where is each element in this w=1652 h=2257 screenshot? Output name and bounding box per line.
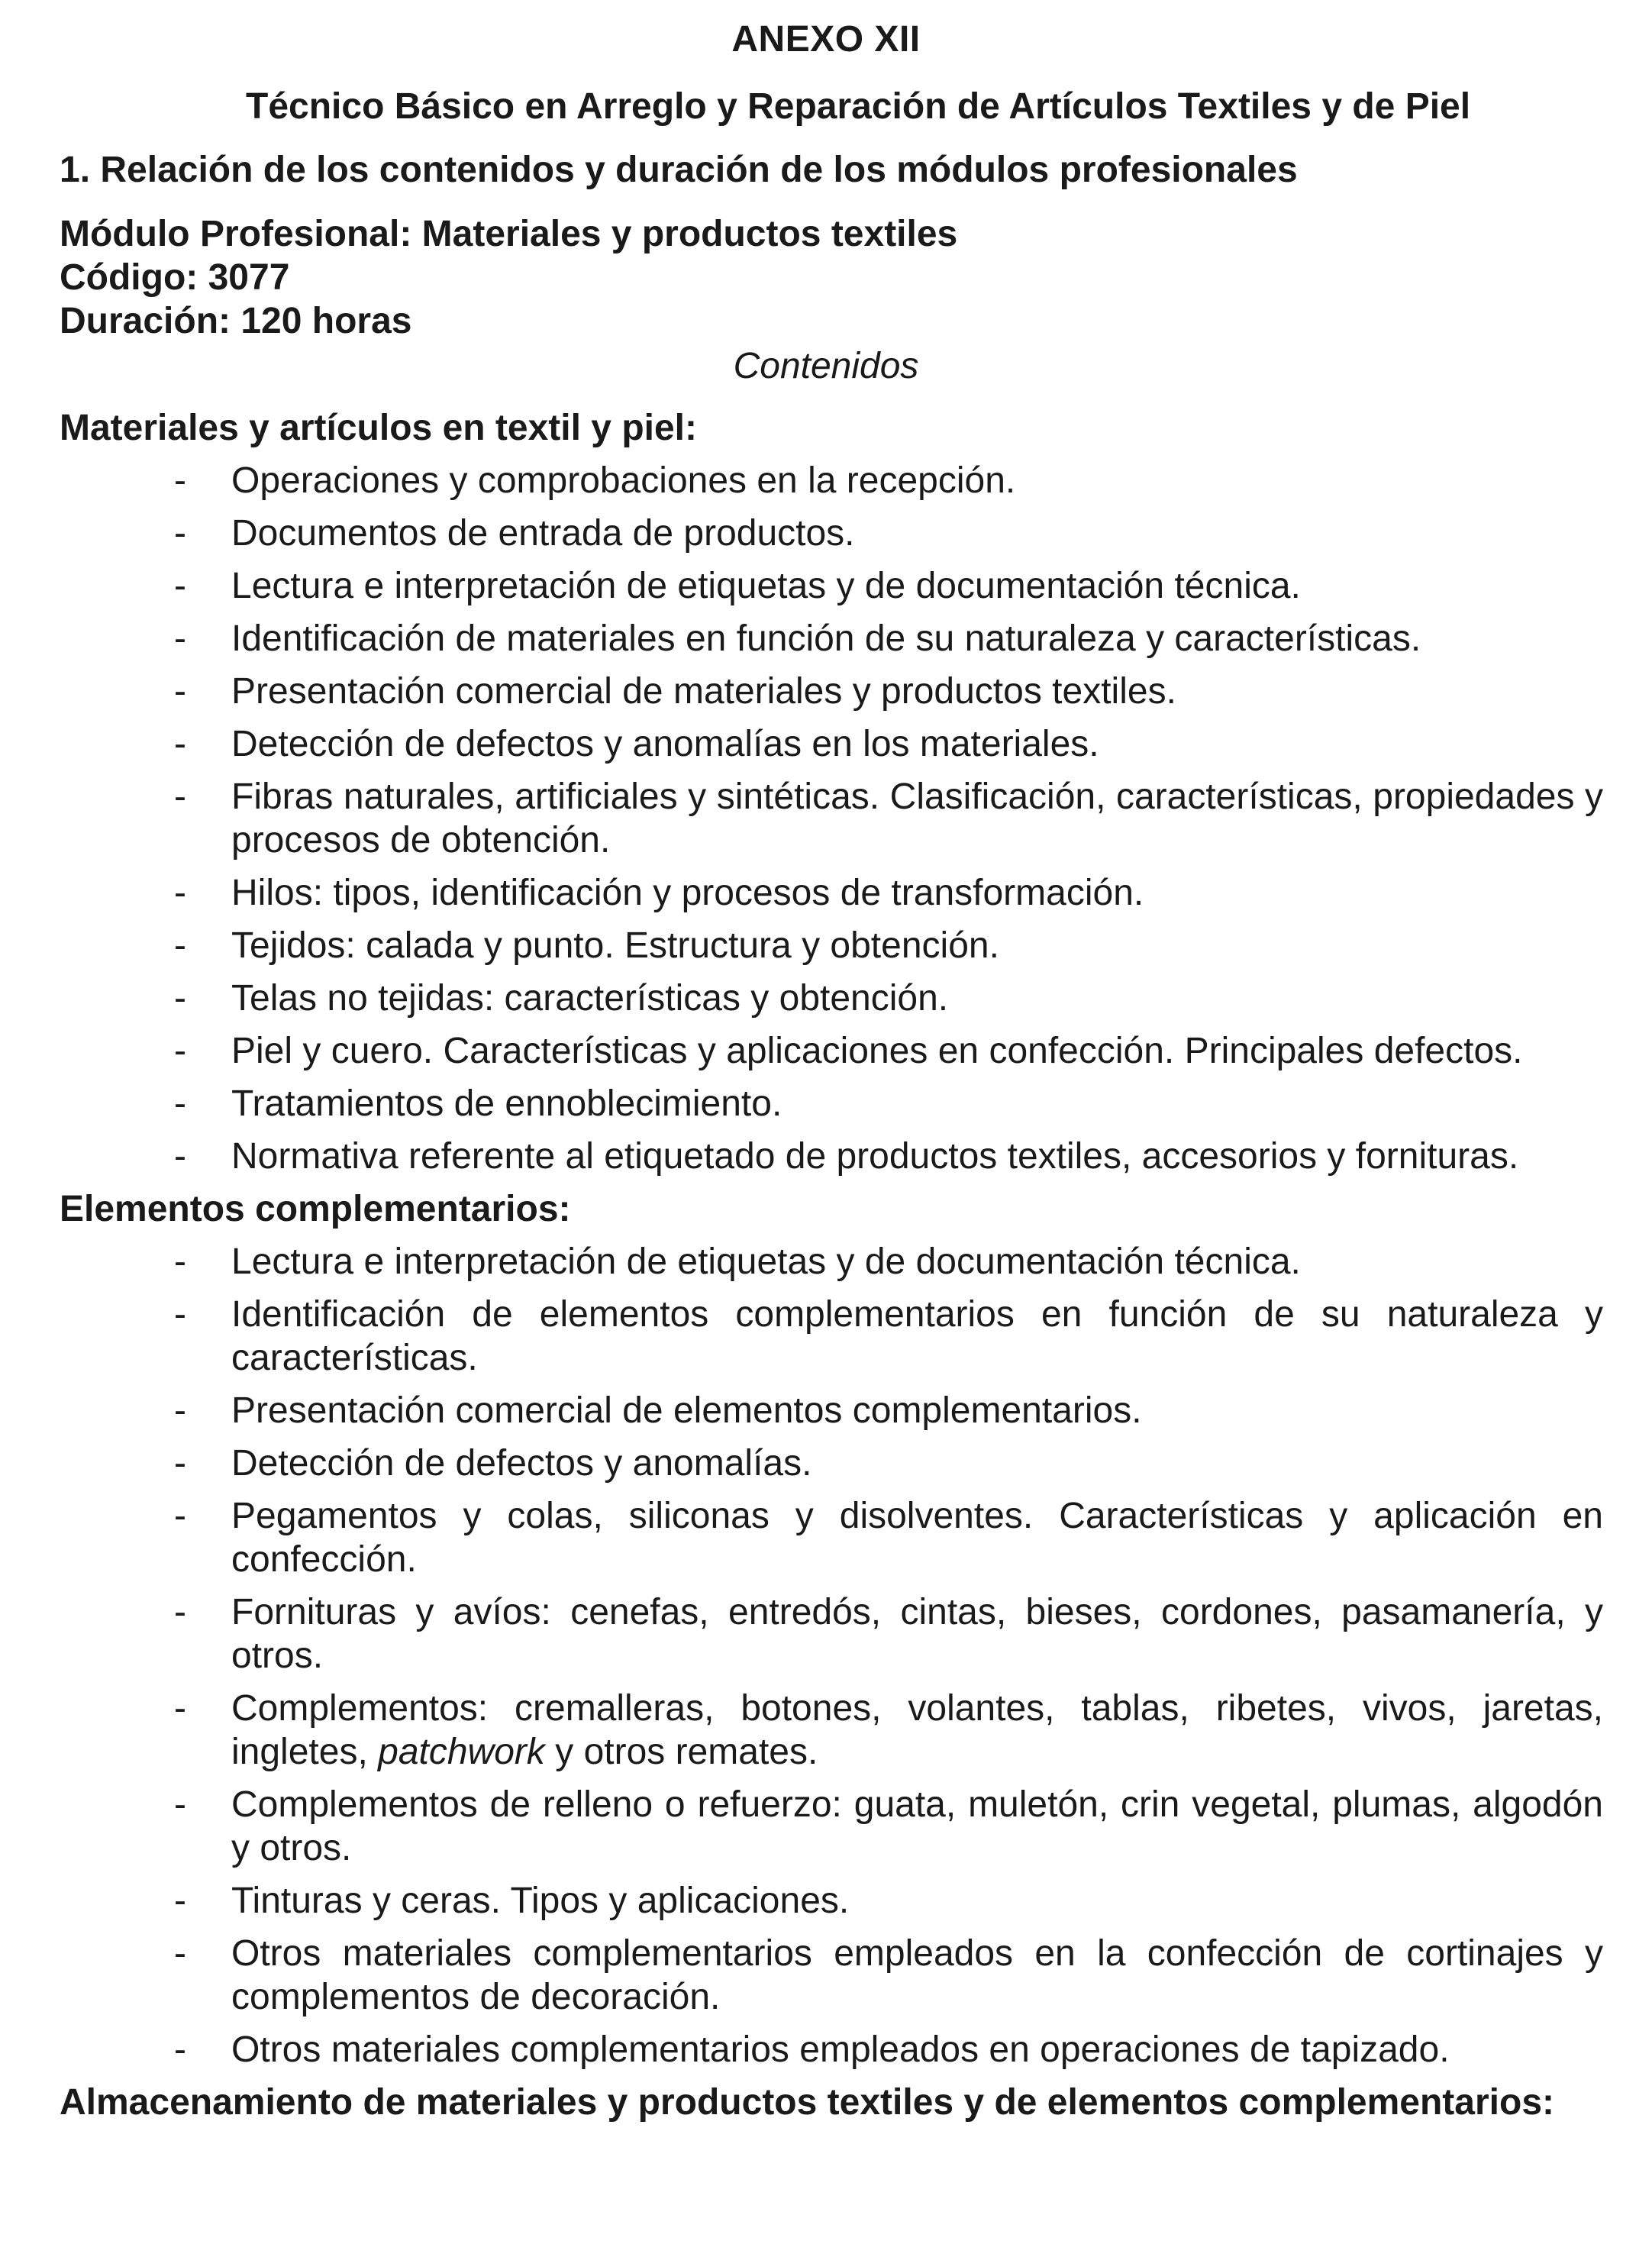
- list-item: [60, 924, 1603, 967]
- list-item-text: Operaciones y comprobaciones en la recepción.: [231, 460, 1016, 501]
- annex-title: ANEXO XII: [731, 19, 921, 60]
- list-item-text-part: Complementos: cremalleras, botones, volantes, tablas, ribetes, vivos, jaretas, ingletes,: [231, 1688, 1603, 1772]
- list-item: [60, 564, 1603, 608]
- list-item-italic-term: patchwork: [378, 1732, 545, 1772]
- list-item-text: Presentación comercial de materiales y productos textiles.: [231, 671, 1176, 712]
- dash-bullet: -: [174, 1443, 186, 1484]
- list-item: [60, 1442, 1603, 1485]
- list-item-text: [231, 1688, 1603, 1772]
- list-item-text: Detección de defectos y anomalías en los materiales.: [231, 724, 1099, 764]
- dash-bullet: -: [174, 566, 186, 606]
- module-duration: Duración: 120 horas: [60, 301, 412, 341]
- dash-bullet: -: [174, 1242, 186, 1282]
- list-item-text: Lectura e interpretación de etiquetas y de documentación técnica.: [231, 1242, 1301, 1282]
- contents-body: [60, 406, 1603, 2133]
- dash-bullet: -: [174, 873, 186, 913]
- dash-bullet: -: [174, 1784, 186, 1825]
- dash-bullet: -: [174, 1083, 186, 1124]
- module-name: Módulo Profesional: Materiales y productos textiles: [60, 214, 958, 254]
- dash-bullet: -: [174, 777, 186, 817]
- list-item: [60, 1494, 1603, 1581]
- dash-bullet: -: [174, 1881, 186, 1921]
- dash-bullet: -: [174, 925, 186, 966]
- dash-bullet: -: [174, 978, 186, 1019]
- list-item: [60, 1687, 1603, 1774]
- annex-subtitle: Técnico Básico en Arreglo y Reparación de Artículos Textiles y de Piel: [246, 86, 1471, 127]
- section-heading: 1. Relación de los contenidos y duración de los módulos profesionales: [60, 150, 1298, 190]
- dash-bullet: -: [174, 513, 186, 554]
- list-item-text: Fornituras y avíos: cenefas, entredós, cintas, bieses, cordones, pasamanería, y otros.: [231, 1592, 1603, 1676]
- dash-bullet: -: [174, 1294, 186, 1335]
- module-code: Código: 3077: [60, 257, 290, 298]
- group-title: Almacenamiento de materiales y productos textiles y de elementos complementarios:: [60, 2082, 1554, 2123]
- list-item-text: Piel y cuero. Características y aplicaciones en confección. Principales defectos.: [231, 1031, 1523, 1071]
- list-item: [60, 1082, 1603, 1125]
- list-item: [60, 722, 1603, 766]
- group-title: Elementos complementarios:: [60, 1189, 571, 1229]
- item-list: [60, 1240, 1603, 2071]
- item-list: [60, 459, 1603, 1178]
- dash-bullet: -: [174, 1688, 186, 1729]
- list-item-text: Tinturas y ceras. Tipos y aplicaciones.: [231, 1881, 850, 1921]
- list-item-text: Complementos de relleno o refuerzo: guata, muletón, crin vegetal, plumas, algodón y otros.: [231, 1784, 1603, 1868]
- list-item-text: Identificación de elementos complementarios en función de su naturaleza y características.: [231, 1294, 1603, 1378]
- list-item: [60, 1029, 1603, 1073]
- list-item-text: Tejidos: calada y punto. Estructura y obtención.: [231, 925, 999, 966]
- list-item: [60, 512, 1603, 555]
- list-item: [60, 1590, 1603, 1677]
- list-item: [60, 459, 1603, 502]
- list-item: [60, 977, 1603, 1020]
- module-info: [60, 212, 957, 343]
- dash-bullet: -: [174, 1592, 186, 1632]
- list-item-text: Normativa referente al etiquetado de productos textiles, accesorios y fornituras.: [231, 1136, 1519, 1177]
- dash-bullet: -: [174, 618, 186, 659]
- dash-bullet: -: [174, 1933, 186, 1974]
- list-item: [60, 1783, 1603, 1870]
- list-item: [60, 775, 1603, 862]
- dash-bullet: -: [174, 2029, 186, 2070]
- dash-bullet: -: [174, 1136, 186, 1177]
- list-item: [60, 1293, 1603, 1380]
- dash-bullet: -: [174, 460, 186, 501]
- list-item-text: Lectura e interpretación de etiquetas y de documentación técnica.: [231, 566, 1301, 606]
- list-item: [60, 1932, 1603, 2019]
- list-item: [60, 1879, 1603, 1923]
- dash-bullet: -: [174, 671, 186, 712]
- list-item-text: Hilos: tipos, identificación y procesos de transformación.: [231, 873, 1144, 913]
- dash-bullet: -: [174, 1031, 186, 1071]
- list-item-text: Pegamentos y colas, siliconas y disolventes. Características y aplicación en confección.: [231, 1496, 1603, 1580]
- contents-label: Contenidos: [733, 346, 919, 386]
- list-item: [60, 2028, 1603, 2071]
- list-item: [60, 1240, 1603, 1283]
- list-item: [60, 670, 1603, 713]
- list-item-text: Presentación comercial de elementos complementarios.: [231, 1390, 1142, 1431]
- list-item-text: Telas no tejidas: características y obtención.: [231, 978, 949, 1019]
- list-item-text: Identificación de materiales en función de su naturaleza y características.: [231, 618, 1421, 659]
- dash-bullet: -: [174, 1390, 186, 1431]
- list-item-text: Fibras naturales, artificiales y sintéticas. Clasificación, características, propiedades y procesos de obtención.: [231, 777, 1603, 861]
- group-title: Materiales y artículos en textil y piel:: [60, 408, 697, 448]
- list-item: [60, 871, 1603, 915]
- list-item-text: Tratamientos de ennoblecimiento.: [231, 1083, 782, 1124]
- list-item-text: Detección de defectos y anomalías.: [231, 1443, 812, 1484]
- list-item-text: Otros materiales complementarios empleados en la confección de cortinajes y complementos de decoración.: [231, 1933, 1603, 2017]
- list-item: [60, 1389, 1603, 1432]
- list-item: [60, 617, 1603, 660]
- list-item-text-part: y otros remates.: [544, 1732, 818, 1772]
- dash-bullet: -: [174, 1496, 186, 1536]
- list-item: [60, 1135, 1603, 1178]
- list-item-text: Otros materiales complementarios empleados en operaciones de tapizado.: [231, 2029, 1450, 2070]
- dash-bullet: -: [174, 724, 186, 764]
- list-item-text: Documentos de entrada de productos.: [231, 513, 855, 554]
